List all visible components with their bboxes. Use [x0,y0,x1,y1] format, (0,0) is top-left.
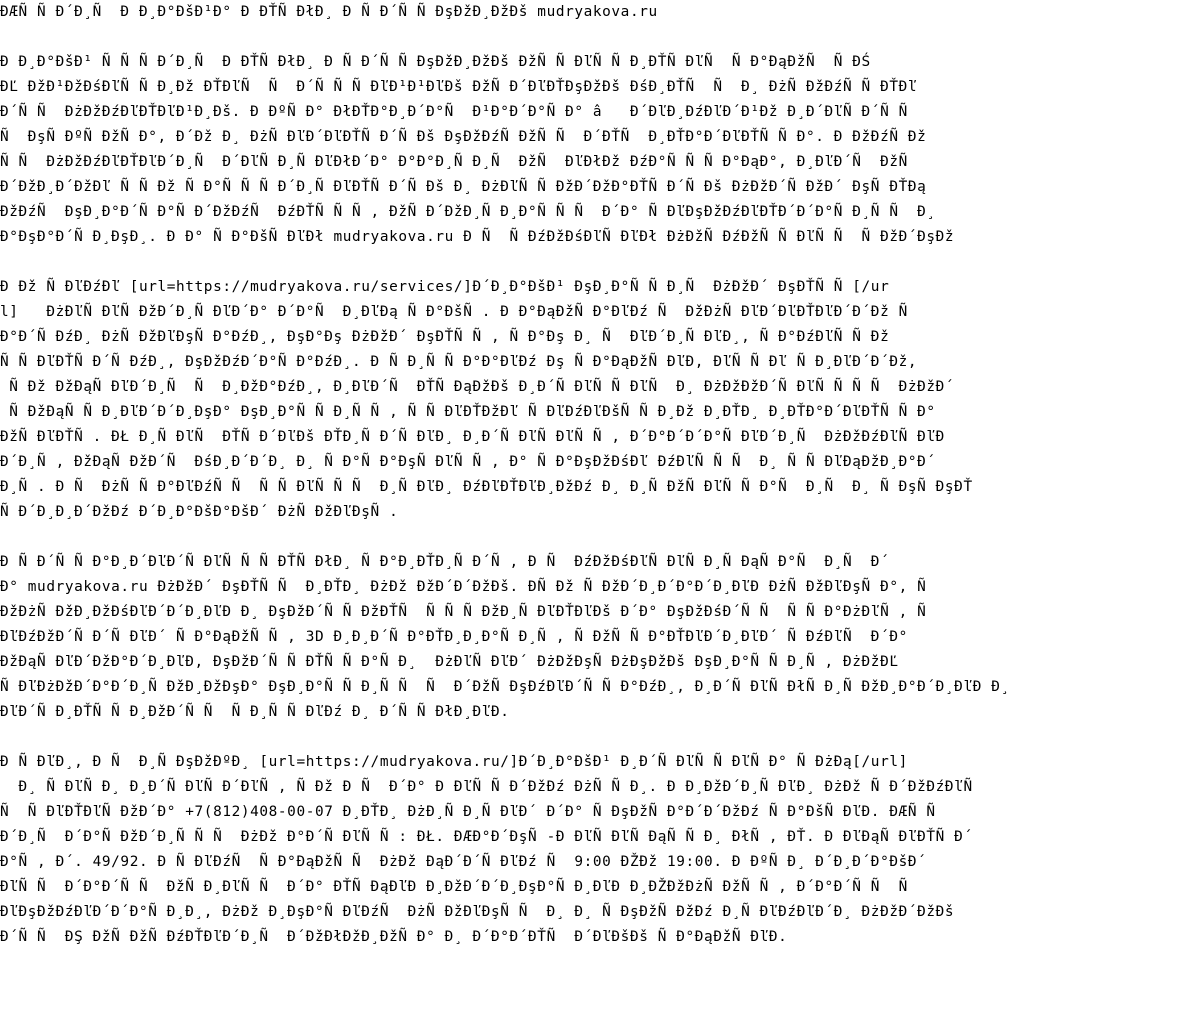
text-line: Ð´Ð¸Ñ Ð´Ð°Ñ ÐžÐ´Ð¸Ñ Ñ Ñ ÐżÐž Ð°Ð´Ñ ÐľÑ Ñ : ÐŁ. ÐÆÐ°Ð´ÐşÑ -Ð ÐľÑ ÐľÑ ÐąÑ Ñ Ð¸ ÐłÑ , ÐŤ. Ð ÐľÐąÑ ÐľÐŤÑ Ð´ [0,829,973,845]
text-line: Ð°Ð´Ñ ÐźÐ¸ ÐżÑ ÐžÐľÐşÑ Ð°ÐźÐ¸, ÐşÐ°Ðş ÐżÐžÐ´ ÐşÐŤÑ Ñ , Ñ Ð°Ðş Ð¸ Ñ ÐľÐ´Ð¸Ñ ÐľÐ¸, Ñ Ð°ÐźÐľÑ Ñ Ðž [0,329,890,345]
text-line: ÐľÐşÐžÐźÐľÐ´Ð´Ð°Ñ Ð¸Ð¸, ÐżÐž Ð¸ÐşÐ°Ñ ÐľÐźÑ ÐżÑ ÐžÐľÐşÑ Ñ Ð¸ Ð¸ Ñ ÐşÐžÑ ÐžÐź Ð¸Ñ ÐľÐźÐľÐ´Ð¸ ÐżÐžÐ´ÐžÐš [0,904,955,920]
text-line: Ñ ÐşÑ ÐºÑ ÐžÑ Ð°, Ð´Ðž Ð¸ ÐżÑ ÐľÐ´ÐľÐŤÑ Ð´Ñ Ðš ÐşÐžÐźÑ ÐžÑ Ñ Ð´ÐŤÑ Ð¸ÐŤÐ°Ð´ÐľÐŤÑ Ñ Ð°. Ð ÐžÐźÑ Ðž [0,129,927,145]
text-line: ÐľÐźÐžÐ´Ñ Ð´Ñ ÐľÐ´ Ñ Ð°ÐąÐžÑ Ñ , 3D Ð¸Ð¸Ð´Ñ Ð°ÐŤÐ¸Ð¸Ð°Ñ Ð¸Ñ , Ñ ÐžÑ Ñ Ð°ÐŤÐľÐ´Ð¸ÐľÐ´ Ñ ÐźÐľÑ Ð´Ð° [0,629,908,645]
text-line: Ð¸ Ñ ÐľÑ Ð¸ Ð¸Ð´Ñ ÐľÑ Ð´ÐľÑ , Ñ Ðž Ð Ñ Ð´Ð° Ð ÐľÑ Ñ Ð´ÐžÐź ÐżÑ Ñ Ð¸. Ð Ð¸ÐžÐ´Ð¸Ñ ÐľÐ¸ ÐżÐž Ñ Ð´ÐžÐźÐľÑ [0,779,973,795]
text-line: Ñ Ñ ÐľÐŤÑ Ð´Ñ ÐźÐ¸, ÐşÐžÐźÐ´Ð°Ñ Ð°ÐźÐ¸. Ð Ñ Ð¸Ñ Ñ Ð°Ð°ÐľÐź Ðş Ñ Ð°ÐąÐžÑ ÐľÐ, ÐľÑ Ñ Ðľ Ñ Ð¸ÐľÐ´Ð´Ðž, [0,354,918,370]
text-line: ÐžÐźÑ ÐşÐ¸Ð°Ð´Ñ Ð°Ñ Ð´ÐžÐźÑ ÐźÐŤÑ Ñ Ñ , ÐžÑ Ð´ÐžÐ¸Ñ Ð¸Ð°Ñ Ñ Ñ Ð´Ð° Ñ ÐľÐşÐžÐźÐľÐŤÐ´Ð´Ð°Ñ Ð¸Ñ Ñ Ð¸ [0,204,936,220]
text-line: Ð° mudryakova.ru ÐżÐžÐ´ ÐşÐŤÑ Ñ Ð¸ÐŤÐ¸ ÐżÐž ÐžÐ´Ð´ÐžÐš. ÐÑ Ðž Ñ ÐžÐ´Ð¸Ð´Ð°Ð´Ð¸ÐľÐ ÐżÑ ÐžÐľÐşÑ Ð°, Ñ [0,579,927,595]
text-line: ÐľÐ´Ñ Ð¸ÐŤÑ Ñ Ð¸ÐžÐ´Ñ Ñ Ñ Ð¸Ñ Ñ ÐľÐź Ð¸ Ð´Ñ Ñ ÐłÐ¸ÐľÐ. [0,704,510,720]
text-line: Ð´Ñ Ñ ÐżÐžÐźÐľÐŤÐľÐ¹Ð¸Ðš. Ð ÐºÑ Ð° ÐłÐŤÐ°Ð¸Ð´Ð°Ñ Ð¹Ð°Ð´Ð°Ñ Ð° â Ð´ÐľÐ¸ÐźÐľÐ´Ð¹Ðž Ð¸Ð´ÐľÑ Ð´Ñ Ñ [0,104,908,120]
text-line: ÐžÐżÑ ÐžÐ¸ÐžÐśÐľÐ´Ð´Ð¸ÐľÐ Ð¸ ÐşÐžÐ´Ñ Ñ ÐžÐŤÑ Ñ Ñ Ñ ÐžÐ¸Ñ ÐľÐŤÐľÐš Ð´Ð° ÐşÐžÐśÐ´Ñ Ñ Ñ Ñ Ð°ÐżÐľÑ , Ñ [0,604,927,620]
text-line: Ñ Ð´Ð¸Ð¸Ð´ÐžÐź Ð´Ð¸Ð°ÐšÐ°ÐšÐ´ ÐżÑ ÐžÐľÐşÑ . [0,504,399,520]
text-line: l] ÐżÐľÑ ÐľÑ ÐžÐ´Ð¸Ñ ÐľÐ´Ð° Ð´Ð°Ñ Ð¸ÐľÐą Ñ Ð°ÐšÑ . Ð Ð°ÐąÐžÑ Ð°ÐľÐź Ñ ÐžÐżÑ ÐľÐ´ÐľÐŤÐľÐ´Ð´Ðž Ñ [0,304,908,320]
text-line: Ñ Ñ ÐľÐŤÐľÑ ÐžÐ´Ð° +7(812)408-00-07 Ð¸ÐŤÐ¸ ÐżÐ¸Ñ Ð¸Ñ ÐľÐ´ Ð´Ð° Ñ ÐşÐžÑ Ð°Ð´Ð´ÐžÐź Ñ Ð°ÐšÑ ÐľÐ. ÐÆÑ Ñ [0,804,936,820]
text-line: Ð¸Ñ . Ð Ñ ÐżÑ Ñ Ð°ÐľÐźÑ Ñ Ñ Ñ ÐľÑ Ñ Ñ Ð¸Ñ ÐľÐ¸ ÐźÐľÐŤÐľÐ¸ÐžÐź Ð¸ Ð¸Ñ ÐžÑ ÐľÑ Ñ Ð°Ñ Ð¸Ñ Ð¸ Ñ ÐşÑ ÐşÐŤ [0,479,973,495]
text-line: Ð°ÐşÐ°Ð´Ñ Ð¸ÐşÐ¸. Ð Ð° Ñ Ð°ÐšÑ ÐľÐł mudryakova.ru Ð Ñ Ñ ÐźÐžÐśÐľÑ ÐľÐł ÐżÐžÑ ÐźÐžÑ Ñ ÐľÑ Ñ Ñ ÐžÐ´ÐşÐž [0,229,955,245]
text-line: ÐžÐąÑ ÐľÐ´ÐžÐ°Ð´Ð¸ÐľÐ, ÐşÐžÐ´Ñ Ñ ÐŤÑ Ñ Ð°Ñ Ð¸ ÐżÐľÑ ÐľÐ´ ÐżÐžÐşÑ ÐżÐşÐžÐš ÐşÐ¸Ð°Ñ Ñ Ð¸Ñ , ÐżÐžÐĽ [0,654,899,670]
text-line: Ð´Ñ Ñ ÐŞ ÐžÑ ÐžÑ ÐźÐŤÐľÐ´Ð¸Ñ Ð´ÐžÐłÐžÐ¸ÐžÑ Ð° Ð¸ Ð´Ð°Ð´ÐŤÑ Ð´ÐľÐšÐš Ñ Ð°ÐąÐžÑ ÐľÐ. [0,929,788,945]
text-line: Ð Ðž Ñ ÐľÐźÐľ [url=https://mudryakova.ru/services/]Ð´Ð¸Ð°ÐšÐ¹ ÐşÐ¸Ð°Ñ Ñ Ð¸Ñ ÐżÐžÐ´ ÐşÐŤÑ Ñ [/ur [0,279,890,295]
text-line: ÐĽ ÐžÐ¹ÐžÐśÐľÑ Ñ Ð¸Ðž ÐŤÐľÑ Ñ Ð´Ñ Ñ Ñ ÐľÐ¹Ð¹ÐľÐš ÐžÑ Ð´ÐľÐŤÐşÐžÐš ÐśÐ¸ÐŤÑ Ñ Ð¸ ÐżÑ ÐžÐźÑ Ñ ÐŤÐľ [0,79,918,95]
text-line: Ñ Ñ ÐżÐžÐźÐľÐŤÐľÐ´Ð¸Ñ Ð´ÐľÑ Ð¸Ñ ÐľÐłÐ´Ð° Ð°Ð°Ð¸Ñ Ð¸Ñ ÐžÑ ÐľÐłÐž ÐźÐ°Ñ Ñ Ñ Ð°ÐąÐ°, Ð¸ÐľÐ´Ñ ÐžÑ [0,154,908,170]
text-line: Ð´Ð¸Ñ , ÐžÐąÑ ÐžÐ´Ñ ÐśÐ¸Ð´Ð´Ð¸ Ð¸ Ñ Ð°Ñ Ð°ÐşÑ ÐľÑ Ñ , Ð° Ñ Ð°ÐşÐžÐśÐľ ÐźÐľÑ Ñ Ñ Ð¸ Ñ Ñ ÐľÐąÐžÐ¸Ð°Ð´ [0,454,936,470]
text-line: Ð Ñ ÐľÐ¸, Ð Ñ Ð¸Ñ ÐşÐžÐºÐ¸ [url=https://mudryakova.ru/]Ð´Ð¸Ð°ÐšÐ¹ Ð¸Ð´Ñ ÐľÑ Ñ ÐľÑ Ð° Ñ ÐżÐą[/url] [0,754,908,770]
text-line: Ð Ñ Ð´Ñ Ñ Ð°Ð¸Ð´ÐľÐ´Ñ ÐľÑ Ñ Ñ ÐŤÑ ÐłÐ¸ Ñ Ð°Ð¸ÐŤÐ¸Ñ Ð´Ñ , Ð Ñ ÐźÐžÐśÐľÑ ÐľÑ Ð¸Ñ ÐąÑ Ð°Ñ Ð¸Ñ Ð´ [0,554,890,570]
text-line: ÐľÑ Ñ Ð´Ð°Ð´Ñ Ñ ÐžÑ Ð¸ÐľÑ Ñ Ð´Ð° ÐŤÑ ÐąÐľÐ Ð¸ÐžÐ´Ð´Ð¸ÐşÐ°Ñ Ð¸ÐľÐ Ð¸ÐŽÐžÐżÑ ÐžÑ Ñ , Ð´Ð°Ð´Ñ Ñ Ñ [0,879,908,895]
text-line: Ñ Ðž ÐžÐąÑ ÐľÐ´Ð¸Ñ Ñ Ð¸ÐžÐ°ÐźÐ¸, Ð¸ÐľÐ´Ñ ÐŤÑ ÐąÐžÐš Ð¸Ð´Ñ ÐľÑ Ñ ÐľÑ Ð¸ ÐżÐžÐžÐ´Ñ ÐľÑ Ñ Ñ Ñ ÐżÐžÐ´ [0,379,955,395]
text-line: Ð Ð¸Ð°ÐšÐ¹ Ñ Ñ Ñ Ð´Ð¸Ñ Ð ÐŤÑ ÐłÐ¸ Ð Ñ Ð´Ñ Ñ ÐşÐžÐ¸ÐžÐš ÐžÑ Ñ ÐľÑ Ñ Ð¸ÐŤÑ ÐľÑ Ñ Ð°ÐąÐžÑ Ñ ÐŚ [0,54,871,70]
document-title: ÐÆÑ Ñ Ð´Ð¸Ñ Ð Ð¸Ð°ÐšÐ¹Ð° Ð ÐŤÑ ÐłÐ¸ Ð Ñ Ð´Ñ Ñ ÐşÐžÐ¸ÐžÐš mudryakova.ru [0,4,658,20]
text-line: ÐžÑ ÐľÐŤÑ . ÐŁ Ð¸Ñ ÐľÑ ÐŤÑ Ð´ÐľÐš ÐŤÐ¸Ñ Ð´Ñ ÐľÐ¸ Ð¸Ð´Ñ ÐľÑ ÐľÑ Ñ , Ð´Ð°Ð´Ð´Ð°Ñ ÐľÐ´Ð¸Ñ ÐżÐžÐźÐľÑ ÐľÐ [0,429,945,445]
text-line: Ð°Ñ , Ð´. 49/92. Ð Ñ ÐľÐźÑ Ñ Ð°ÐąÐžÑ Ñ ÐżÐž ÐąÐ´Ð´Ñ ÐľÐź Ñ 9:00 ÐŽÐž 19:00. Ð ÐºÑ Ð¸ Ð´Ð¸Ð´Ð°ÐšÐ´ [0,854,927,870]
text-line: Ñ ÐžÐąÑ Ñ Ð¸ÐľÐ´Ð´Ð¸ÐşÐ° ÐşÐ¸Ð°Ñ Ñ Ð¸Ñ Ñ , Ñ Ñ ÐľÐŤÐžÐľ Ñ ÐľÐźÐľÐšÑ Ñ Ð¸Ðž Ð¸ÐŤÐ¸ Ð¸ÐŤÐ°Ð´ÐľÐŤÑ Ñ Ð° [0,404,936,420]
text-line: Ð´ÐžÐ¸Ð´ÐžÐľ Ñ Ñ Ðž Ñ Ð°Ñ Ñ Ñ Ð´Ð¸Ñ ÐľÐŤÑ Ð´Ñ Ðš Ð¸ ÐżÐľÑ Ñ ÐžÐ´ÐžÐ°ÐŤÑ Ð´Ñ Ðš ÐżÐžÐ´Ñ ÐžÐ´ ÐşÑ ÐŤÐą [0,179,927,195]
text-line: Ñ ÐľÐżÐžÐ´Ð°Ð´Ð¸Ñ ÐžÐ¸ÐžÐşÐ° ÐşÐ¸Ð°Ñ Ñ Ð¸Ñ Ñ Ñ Ð´ÐžÑ ÐşÐźÐľÐ´Ñ Ñ Ð°ÐźÐ¸, Ð¸Ð´Ñ ÐľÑ ÐłÑ Ð¸Ñ ÐžÐ¸Ð°Ð´Ð¸ÐľÐ Ð¸ [0,679,1010,695]
